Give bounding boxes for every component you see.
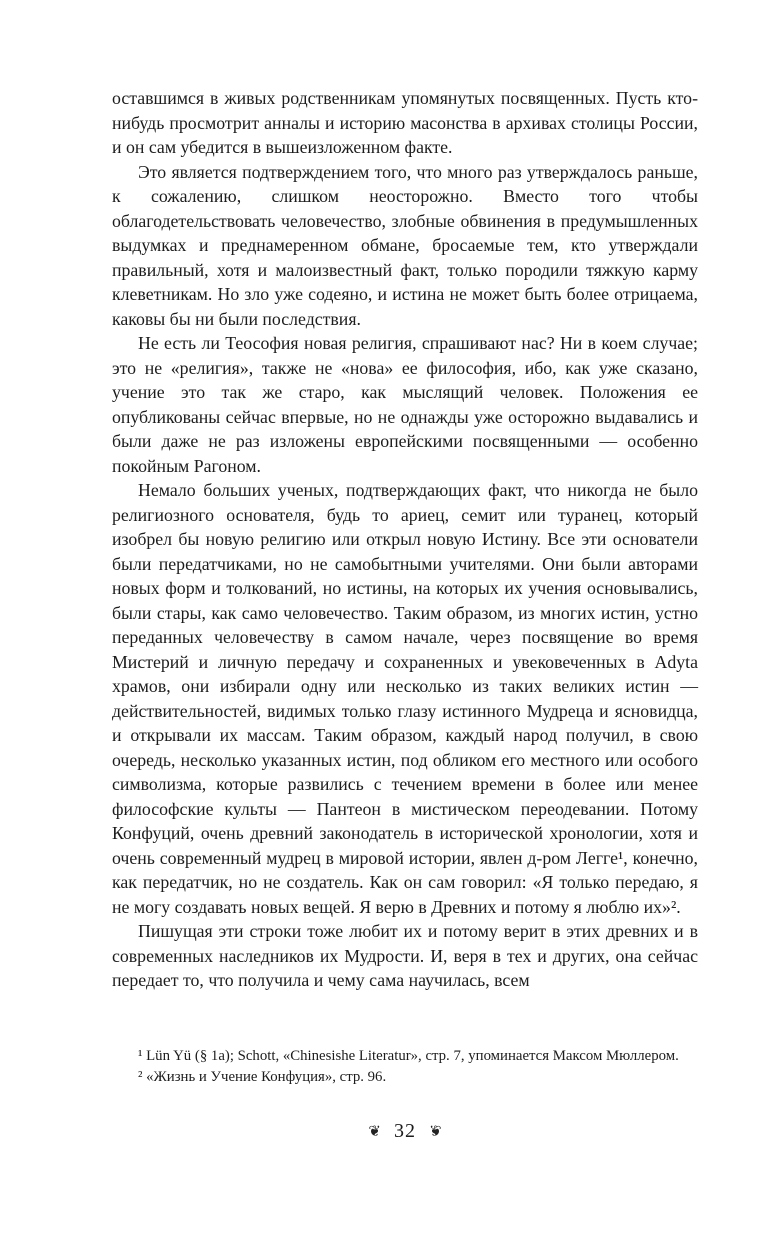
page-footer [112, 1120, 698, 1143]
paragraph-5: Пишущая эти строки тоже любит их и потому верит в этих древних и в современных наследников их Мудрости. И, веря в тех и других, она сейчас передает то, что получила и чему сама научилась, всем [112, 921, 698, 990]
paragraph-1: оставшимся в живых родственникам упомянутых посвященных. Пусть кто-нибудь просмотрит анналы и историю масонства в архивах столицы России, и он сам убедится в вышеизложенном факте. [112, 88, 698, 157]
paragraph-2: Это является подтверждением того, что много раз утверждалось раньше, к сожалению, слишком неосторожно. Вместо того чтобы облагодетельствовать человечество, злобные обвинения в предумышленных выдумках и преднамеренном обмане, бросаемые тем, кто утверждали правильный, хотя и малоизвестный факт, только породили тяжкую карму клеветникам. Но зло уже содеяно, и истина не может быть более отрицаема, каковы бы ни были последствия. [112, 161, 698, 329]
footnote-1: ¹ Lün Yü (§ 1a); Schott, «Chinesishe Literatur», стр. 7, упоминается Максом Мюллером. [138, 1048, 679, 1064]
footnote-2: ² «Жизнь и Учение Конфуция», стр. 96. [138, 1068, 387, 1085]
paragraph-4: Немало больших ученых, подтверждающих факт, что никогда не было религиозного основателя, будь то ариец, семит или туранец, который изобрел бы новую религию или открыл новую Истину. Все эти основатели были передатчиками, но не самобытными учителями. Они были авторами новых форм и толкований, но истины, на которых их учения основывались, были стары, как само человечество. Таким образом, из многих истин, устно переданных человечеству в самом начале, через посвящение во время Мистерий и личную передачу и сохраненных и увековеченных в Adyta храмов, они избирали одну или несколько из таких великих истин — действительностей, видимых только глазу истинного Мудреца и ясновидца, и открывали их массам. Таким образом, каждый народ получил, в свою очередь, несколько указанных истин, под обликом его местного или особого символизма, которые развились с течением времени в более или менее философские культы — Пантеон в мистическом переодевании. Потому Конфуций, очень древний законодатель в исторической хронологии, хотя и очень современный мудрец в мировой истории, явлен д-ром Легге¹, конечно, как передатчик, но не создатель. Как он сам говорил: «Я только передаю, я не могу создавать новых вещей. Я верю в Древних и потому я люблю их»². [112, 480, 698, 917]
main-text [112, 86, 698, 993]
fleuron-left-icon: ❦ [368, 1122, 381, 1140]
fleuron-right-icon: ❦ [429, 1122, 442, 1140]
page-number: 32 [394, 1120, 416, 1142]
footnotes-section [112, 1046, 698, 1087]
paragraph-3: Не есть ли Теософия новая религия, спрашивают нас? Ни в коем случае; это не «религия», также не «нова» ее философия, ибо, как уже сказано, учение это так же старо, как мыслящий человек. Положения ее опубликованы сейчас впервые, но не однажды уже осторожно выдавались и были даже не раз изложены европейскими посвященными — особенно покойным Рагоном. [112, 333, 698, 476]
